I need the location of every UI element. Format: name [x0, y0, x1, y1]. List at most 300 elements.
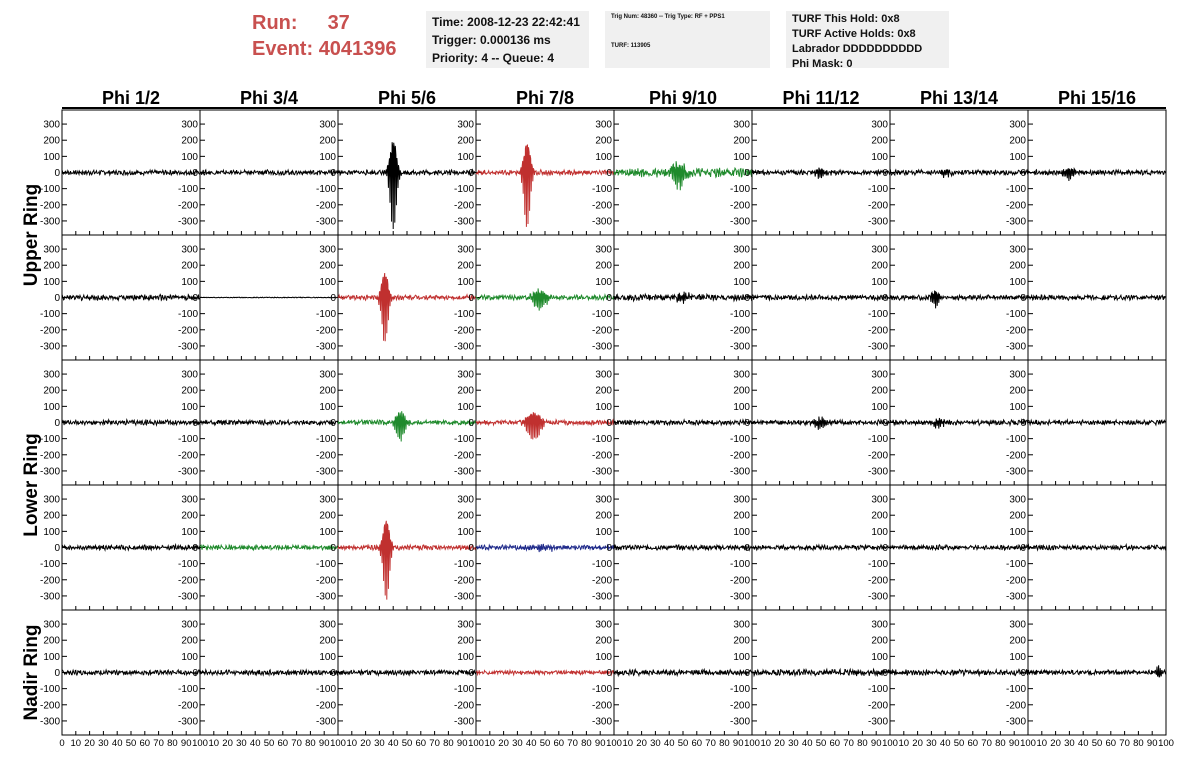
y-tick-label: 300	[181, 619, 198, 631]
column-title: Phi 11/12	[782, 88, 860, 108]
x-tick-label: 60	[139, 738, 151, 749]
y-tick-label: 300	[733, 619, 750, 631]
y-tick-label: 100	[1009, 526, 1026, 538]
y-tick-label: 300	[733, 369, 750, 381]
y-tick-label: 200	[733, 260, 750, 272]
trig-num-text: Trig Num: 48360 -- Trig Type: RF + PPS1	[611, 14, 725, 20]
y-tick-label: 200	[871, 510, 888, 522]
y-tick-label: 100	[319, 151, 336, 163]
y-tick-label: 300	[457, 119, 474, 131]
y-tick-label: 0	[744, 543, 750, 554]
y-tick-label: 100	[457, 651, 474, 663]
waveform-trace	[890, 170, 1028, 178]
y-tick-label: -300	[1005, 216, 1026, 228]
y-tick-label: 0	[330, 168, 336, 179]
y-tick-label: -100	[729, 559, 750, 571]
y-tick-label: 100	[181, 276, 198, 288]
x-tick-label: 60	[1105, 738, 1117, 749]
waveform-trace	[752, 669, 890, 676]
y-tick-label: -200	[867, 575, 888, 587]
y-tick-label: 200	[595, 635, 612, 647]
x-tick-label: 90	[1146, 738, 1158, 749]
y-tick-label: 200	[43, 385, 60, 397]
x-tick-label: 40	[939, 738, 951, 749]
y-tick-label: 200	[1009, 385, 1026, 397]
y-tick-label: -200	[591, 575, 612, 587]
y-tick-label: -300	[1005, 466, 1026, 478]
x-tick-label: 40	[663, 738, 675, 749]
y-tick-label: 100	[457, 401, 474, 413]
y-tick-label: 0	[1020, 418, 1026, 429]
y-tick-label: -300	[177, 716, 198, 728]
x-tick-label: 100	[882, 738, 898, 749]
y-tick-label: -300	[315, 591, 336, 603]
y-tick-label: 200	[733, 510, 750, 522]
y-tick-label: -200	[453, 700, 474, 712]
y-tick-label: -200	[315, 700, 336, 712]
time-text: Time: 2008-12-23 22:42:41	[432, 15, 580, 29]
y-tick-label: -300	[591, 716, 612, 728]
x-tick-label: 30	[98, 738, 109, 749]
x-tick-label: 70	[429, 738, 440, 749]
y-tick-label: 0	[192, 293, 198, 304]
x-tick-label: 20	[636, 738, 647, 749]
y-tick-label: 300	[43, 119, 60, 131]
x-tick-label: 70	[843, 738, 854, 749]
x-tick-label: 50	[953, 738, 965, 749]
turf-hold-text: TURF This Hold: 0x8	[792, 13, 900, 25]
y-tick-label: -200	[1005, 450, 1026, 462]
y-tick-label: 200	[319, 635, 336, 647]
y-tick-label: 300	[595, 369, 612, 381]
waveform-trace	[200, 420, 338, 425]
y-tick-label: -200	[867, 200, 888, 212]
waveform-trace	[200, 297, 338, 298]
y-tick-label: -300	[591, 216, 612, 228]
x-tick-label: 40	[111, 738, 123, 749]
turf-text: TURF: 113905	[611, 43, 651, 49]
y-tick-label: 300	[181, 119, 198, 131]
y-tick-label: -300	[39, 466, 60, 478]
y-tick-label: -100	[315, 309, 336, 321]
y-tick-label: -100	[729, 184, 750, 196]
y-tick-label: -300	[729, 591, 750, 603]
y-tick-label: 200	[595, 510, 612, 522]
y-tick-label: 300	[871, 619, 888, 631]
phi-mask-text: Phi Mask: 0	[792, 58, 853, 70]
y-tick-label: 200	[1009, 635, 1026, 647]
y-tick-label: -100	[315, 559, 336, 571]
y-tick-label: 100	[871, 526, 888, 538]
x-tick-label: 60	[967, 738, 979, 749]
y-tick-label: 100	[181, 651, 198, 663]
y-tick-label: 0	[606, 168, 612, 179]
waveform-trace	[1028, 420, 1166, 425]
y-tick-label: 200	[1009, 260, 1026, 272]
x-tick-label: 70	[153, 738, 164, 749]
y-tick-label: -200	[453, 575, 474, 587]
x-tick-label: 70	[291, 738, 302, 749]
y-tick-label: -100	[729, 434, 750, 446]
y-tick-label: 300	[733, 244, 750, 256]
y-tick-label: 300	[1009, 369, 1026, 381]
y-tick-label: -100	[453, 684, 474, 696]
y-tick-label: -200	[177, 700, 198, 712]
priority-text: Priority: 4 -- Queue: 4	[432, 51, 555, 65]
y-tick-label: 300	[457, 369, 474, 381]
y-tick-label: 300	[1009, 494, 1026, 506]
y-tick-label: 0	[1020, 543, 1026, 554]
x-tick-label: 90	[318, 738, 330, 749]
y-tick-label: 200	[595, 135, 612, 147]
waveform-trace	[200, 170, 338, 175]
y-tick-label: -200	[591, 325, 612, 337]
run-value: 37	[327, 12, 350, 34]
x-tick-label: 80	[443, 738, 454, 749]
y-tick-label: -200	[177, 575, 198, 587]
y-tick-label: 0	[1020, 668, 1026, 679]
y-tick-label: 100	[319, 526, 336, 538]
y-tick-label: 300	[43, 619, 60, 631]
y-tick-label: 0	[606, 668, 612, 679]
x-tick-label: 30	[788, 738, 799, 749]
waveform-trace	[476, 544, 614, 552]
y-tick-label: 100	[457, 151, 474, 163]
y-tick-label: -200	[1005, 325, 1026, 337]
y-tick-label: -200	[729, 200, 750, 212]
y-tick-label: -200	[867, 325, 888, 337]
y-tick-label: 300	[457, 619, 474, 631]
y-tick-label: 0	[882, 293, 888, 304]
x-tick-label: 100	[744, 738, 760, 749]
y-tick-label: -300	[1005, 716, 1026, 728]
y-tick-label: -100	[39, 309, 60, 321]
y-tick-label: 100	[595, 651, 612, 663]
y-tick-label: 0	[54, 293, 60, 304]
x-tick-label: 90	[180, 738, 192, 749]
x-tick-label: 80	[581, 738, 592, 749]
y-tick-label: 200	[43, 635, 60, 647]
y-tick-label: 0	[606, 418, 612, 429]
y-tick-label: -200	[453, 450, 474, 462]
y-tick-label: 0	[882, 668, 888, 679]
y-tick-label: -300	[39, 216, 60, 228]
waveform-trace	[200, 545, 338, 550]
x-tick-label: 10	[208, 738, 220, 749]
x-tick-label: 80	[305, 738, 316, 749]
y-tick-label: 100	[43, 651, 60, 663]
x-tick-label: 80	[857, 738, 868, 749]
waveform-trace	[752, 295, 890, 300]
y-tick-label: -300	[39, 341, 60, 353]
y-tick-label: -300	[177, 341, 198, 353]
y-tick-label: 0	[468, 168, 474, 179]
y-tick-label: 100	[457, 276, 474, 288]
y-tick-label: 200	[43, 135, 60, 147]
y-tick-label: -100	[1005, 684, 1026, 696]
y-tick-label: 200	[319, 135, 336, 147]
y-tick-label: 100	[319, 651, 336, 663]
waveform-trace	[890, 418, 1028, 429]
y-tick-label: -300	[315, 716, 336, 728]
y-tick-label: 300	[319, 369, 336, 381]
y-tick-label: 100	[871, 276, 888, 288]
y-tick-label: -200	[39, 200, 60, 212]
y-tick-label: 100	[595, 401, 612, 413]
x-tick-label: 100	[1158, 738, 1174, 749]
y-tick-label: 200	[871, 135, 888, 147]
waveform-trace	[752, 417, 890, 430]
y-tick-label: -300	[867, 341, 888, 353]
x-tick-label: 70	[981, 738, 992, 749]
y-tick-label: -300	[453, 716, 474, 728]
y-tick-label: -300	[729, 216, 750, 228]
run-label: Run:	[252, 12, 298, 34]
y-tick-label: 100	[1009, 651, 1026, 663]
y-tick-label: -300	[729, 341, 750, 353]
y-tick-label: 300	[595, 244, 612, 256]
y-tick-label: -100	[591, 309, 612, 321]
y-tick-label: 100	[457, 526, 474, 538]
y-tick-label: -200	[177, 450, 198, 462]
y-tick-label: 100	[595, 276, 612, 288]
y-tick-label: -300	[453, 216, 474, 228]
y-tick-label: 200	[181, 635, 198, 647]
y-tick-label: -100	[39, 684, 60, 696]
y-tick-label: 200	[595, 260, 612, 272]
y-tick-label: 300	[1009, 619, 1026, 631]
y-tick-label: -300	[591, 341, 612, 353]
y-tick-label: 200	[181, 135, 198, 147]
y-tick-label: 100	[871, 151, 888, 163]
y-tick-label: 100	[181, 151, 198, 163]
y-tick-label: -200	[729, 450, 750, 462]
y-tick-label: -300	[729, 466, 750, 478]
y-tick-label: 0	[468, 418, 474, 429]
y-tick-label: -300	[315, 466, 336, 478]
x-tick-label: 10	[346, 738, 358, 749]
y-tick-label: -100	[591, 559, 612, 571]
ring-label: Upper Ring	[21, 183, 42, 287]
y-tick-label: -200	[867, 450, 888, 462]
x-tick-label: 10	[484, 738, 496, 749]
y-tick-label: -100	[39, 184, 60, 196]
y-tick-label: -100	[729, 309, 750, 321]
y-tick-label: 0	[882, 168, 888, 179]
y-tick-label: -100	[1005, 184, 1026, 196]
y-tick-label: 200	[733, 135, 750, 147]
waveform-trace	[890, 545, 1028, 550]
x-tick-label: 20	[1050, 738, 1061, 749]
y-tick-label: 100	[871, 401, 888, 413]
y-tick-label: 200	[181, 510, 198, 522]
labrador-text: Labrador DDDDDDDDDD	[792, 43, 923, 55]
y-tick-label: 100	[1009, 151, 1026, 163]
x-tick-label: 90	[732, 738, 744, 749]
x-tick-label: 90	[870, 738, 882, 749]
waveform-trace	[614, 292, 752, 304]
x-tick-label: 40	[1077, 738, 1089, 749]
y-tick-label: -100	[453, 434, 474, 446]
waveform-trace	[200, 670, 338, 675]
y-tick-label: -100	[177, 559, 198, 571]
y-tick-label: -100	[867, 309, 888, 321]
y-tick-label: -300	[729, 716, 750, 728]
y-tick-label: -200	[591, 200, 612, 212]
column-title: Phi 9/10	[648, 88, 718, 108]
y-tick-label: 100	[181, 401, 198, 413]
y-tick-label: 0	[192, 543, 198, 554]
y-tick-label: 0	[1020, 293, 1026, 304]
y-tick-label: -100	[1005, 559, 1026, 571]
column-title: Phi 1/2	[101, 88, 161, 108]
y-tick-label: 100	[733, 526, 750, 538]
event-label: Event:	[252, 38, 314, 60]
x-tick-label: 100	[192, 738, 208, 749]
y-tick-label: 300	[319, 119, 336, 131]
x-tick-label: 10	[622, 738, 634, 749]
waveform-trace	[890, 669, 1028, 675]
waveform-trace	[62, 420, 200, 425]
waveform-trace	[62, 670, 200, 675]
y-tick-label: 300	[43, 494, 60, 506]
x-tick-label: 100	[330, 738, 346, 749]
y-tick-label: 300	[871, 119, 888, 131]
column-title: Phi 7/8	[515, 88, 575, 108]
y-tick-label: 200	[457, 260, 474, 272]
waveform-trace	[476, 670, 614, 674]
y-tick-label: -100	[1005, 434, 1026, 446]
y-tick-label: -300	[1005, 341, 1026, 353]
y-tick-label: 0	[468, 668, 474, 679]
y-tick-label: 0	[882, 418, 888, 429]
y-tick-label: -100	[453, 309, 474, 321]
x-tick-label: 80	[719, 738, 730, 749]
y-tick-label: -200	[1005, 200, 1026, 212]
y-tick-label: 300	[181, 369, 198, 381]
y-tick-label: -100	[453, 559, 474, 571]
y-tick-label: 300	[319, 244, 336, 256]
y-tick-label: 300	[43, 244, 60, 256]
y-tick-label: -200	[177, 325, 198, 337]
y-tick-label: -200	[591, 450, 612, 462]
x-tick-label: 100	[606, 738, 622, 749]
y-tick-label: 0	[330, 668, 336, 679]
y-tick-label: 100	[43, 151, 60, 163]
y-tick-label: 0	[54, 668, 60, 679]
y-tick-label: -200	[315, 325, 336, 337]
y-tick-label: 0	[882, 543, 888, 554]
y-tick-label: 200	[181, 385, 198, 397]
y-tick-label: -100	[867, 184, 888, 196]
y-tick-label: 300	[457, 244, 474, 256]
ring-label: Lower Ring	[21, 433, 42, 537]
y-tick-label: -200	[315, 450, 336, 462]
waveform-trace	[1028, 665, 1166, 677]
y-tick-label: 200	[1009, 510, 1026, 522]
y-tick-label: 200	[181, 260, 198, 272]
y-tick-label: -300	[453, 466, 474, 478]
y-tick-label: 200	[43, 510, 60, 522]
y-tick-label: -100	[315, 684, 336, 696]
x-tick-label: 60	[553, 738, 565, 749]
x-tick-label: 30	[650, 738, 661, 749]
y-tick-label: -300	[867, 466, 888, 478]
x-tick-label: 50	[1091, 738, 1103, 749]
y-tick-label: 0	[54, 418, 60, 429]
waveform-trace	[614, 420, 752, 425]
y-tick-label: 0	[330, 293, 336, 304]
x-tick-label: 100	[468, 738, 484, 749]
x-tick-label: 70	[567, 738, 578, 749]
y-tick-label: -200	[177, 200, 198, 212]
y-tick-label: -300	[591, 466, 612, 478]
y-tick-label: -200	[39, 450, 60, 462]
x-tick-label: 80	[167, 738, 178, 749]
y-tick-label: 0	[744, 418, 750, 429]
x-tick-label: 70	[705, 738, 716, 749]
y-tick-label: 0	[606, 293, 612, 304]
y-tick-label: 300	[1009, 244, 1026, 256]
column-title: Phi 13/14	[919, 88, 999, 108]
x-tick-label: 30	[236, 738, 247, 749]
x-tick-label: 70	[1119, 738, 1130, 749]
y-tick-label: -200	[39, 575, 60, 587]
y-tick-label: 300	[733, 494, 750, 506]
y-tick-label: -200	[315, 575, 336, 587]
y-tick-label: 200	[871, 635, 888, 647]
column-title: Phi 5/6	[377, 88, 437, 108]
y-tick-label: -200	[729, 575, 750, 587]
y-tick-label: 0	[744, 293, 750, 304]
y-tick-label: -100	[315, 184, 336, 196]
waveform-trace	[1028, 169, 1166, 182]
waveform-trace	[752, 168, 890, 179]
y-tick-label: 200	[457, 510, 474, 522]
y-tick-label: 0	[192, 668, 198, 679]
y-tick-label: 300	[871, 369, 888, 381]
x-tick-label: 10	[760, 738, 772, 749]
y-tick-label: -300	[39, 591, 60, 603]
y-tick-label: -200	[867, 700, 888, 712]
x-tick-label: 50	[539, 738, 551, 749]
y-tick-label: 100	[595, 526, 612, 538]
y-tick-label: 0	[54, 543, 60, 554]
y-tick-label: 0	[192, 418, 198, 429]
y-tick-label: 100	[595, 151, 612, 163]
y-tick-label: 300	[871, 244, 888, 256]
x-tick-label: 10	[1036, 738, 1048, 749]
x-tick-label: 40	[249, 738, 261, 749]
x-tick-label: 90	[456, 738, 468, 749]
y-tick-label: -300	[177, 591, 198, 603]
y-tick-label: 200	[457, 385, 474, 397]
y-tick-label: 300	[181, 494, 198, 506]
y-tick-label: 0	[744, 668, 750, 679]
y-tick-label: 0	[744, 168, 750, 179]
y-tick-label: 300	[319, 494, 336, 506]
y-tick-label: -100	[177, 434, 198, 446]
y-tick-label: 200	[319, 510, 336, 522]
trigger-text: Trigger: 0.000136 ms	[432, 33, 551, 47]
x-tick-label: 50	[263, 738, 275, 749]
y-tick-label: 300	[43, 369, 60, 381]
x-tick-label: 60	[691, 738, 703, 749]
y-tick-label: -200	[729, 700, 750, 712]
x-tick-label: 90	[594, 738, 606, 749]
x-tick-label: 20	[222, 738, 233, 749]
y-tick-label: -300	[867, 216, 888, 228]
